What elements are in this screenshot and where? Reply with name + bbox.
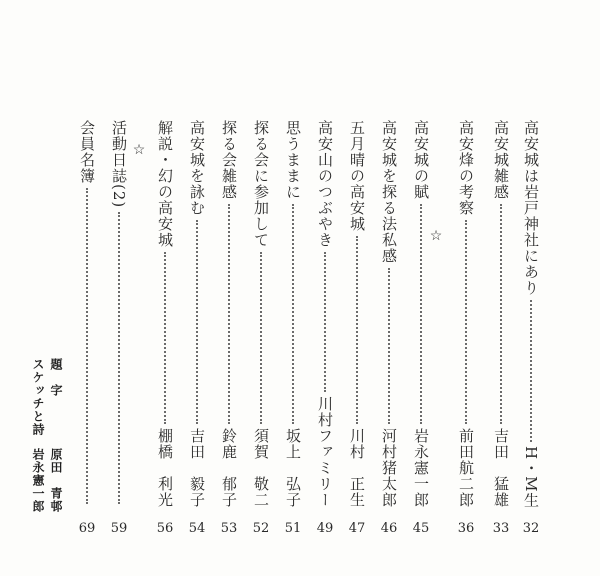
toc-author: 吉田 猛雄: [492, 428, 510, 508]
toc-title: 高安城雑感: [492, 120, 510, 200]
toc-entry: [154, 120, 176, 540]
toc-title: 高安城の賦: [412, 120, 430, 200]
toc-title: 高安烽の考察: [457, 120, 475, 216]
credit-sketch-name: 岩永憲一郎: [31, 448, 45, 513]
toc-author: 河村猪太郎: [380, 428, 398, 508]
toc-page-number: 45: [412, 521, 430, 536]
toc-title: 高安城を探る法私感: [380, 120, 398, 264]
toc-page-number: 36: [457, 521, 475, 536]
toc-author: 棚橋 利光: [156, 428, 174, 508]
leader-dots: [86, 188, 88, 504]
leader-dots: [420, 204, 422, 424]
toc-title: 高安城は岩戸神社にあり: [522, 120, 540, 296]
toc-title: 探る会雑感: [220, 120, 238, 200]
toc-page-number: 33: [492, 521, 510, 536]
toc-author: 川村 正生: [348, 428, 366, 508]
toc-author: 坂上 弘子: [284, 428, 302, 508]
toc-page-number: 49: [316, 521, 334, 536]
toc-title: 探る会に参加して: [252, 120, 270, 248]
toc-page-number: 47: [348, 521, 366, 536]
toc-title: 五月晴の高安城: [348, 120, 366, 232]
star-marker: ☆: [429, 228, 443, 244]
toc-title: 高安山のつぶやき: [316, 120, 334, 248]
toc-entry: [490, 120, 512, 540]
toc-page-number: 46: [380, 521, 398, 536]
toc-entry: [410, 120, 432, 540]
toc-title: 活動日誌(2): [110, 120, 128, 209]
toc-title: 解説・幻の高安城: [156, 120, 174, 248]
credit-title-name: 原田 青邨: [49, 448, 63, 513]
leader-dots: [292, 204, 294, 424]
toc-entry: [455, 120, 477, 540]
toc-author: 須賀 敬二: [252, 428, 270, 508]
toc-page-number: 32: [522, 521, 540, 536]
star-marker: ☆: [132, 142, 146, 158]
leader-dots: [465, 220, 467, 424]
toc-entry: [282, 120, 304, 540]
leader-dots: [118, 212, 120, 504]
toc-entry: [186, 120, 208, 540]
toc-author: 川村ファミリー: [316, 396, 334, 508]
toc-page-number: 56: [156, 521, 174, 536]
toc-page-number: 69: [78, 521, 96, 536]
toc-entry: [346, 120, 368, 540]
leader-dots: [500, 204, 502, 424]
toc-entry: [76, 120, 98, 540]
leader-dots: [228, 204, 230, 424]
toc-author: H・M生: [522, 445, 540, 508]
toc-page-number: 53: [220, 521, 238, 536]
toc-page-number: 52: [252, 521, 270, 536]
toc-page-number: 59: [110, 521, 128, 536]
toc-entry: [314, 120, 336, 540]
leader-dots: [324, 252, 326, 392]
leader-dots: [356, 236, 358, 424]
leader-dots: [530, 300, 532, 442]
toc-author: 前田航二郎: [457, 428, 475, 508]
toc-page-number: 51: [284, 521, 302, 536]
toc-title: 会員名簿: [78, 120, 96, 184]
toc-author: 岩永憲一郎: [412, 428, 430, 508]
credit-sketch-label: スケッチと詩: [31, 358, 45, 436]
toc-title: 思うままに: [284, 120, 302, 200]
toc-entry: [108, 120, 130, 540]
leader-dots: [196, 220, 198, 424]
toc-entry: [378, 120, 400, 540]
leader-dots: [260, 252, 262, 424]
toc-entry: [250, 120, 272, 540]
toc-title: 高安城を詠む: [188, 120, 206, 216]
toc-author: 吉田 毅子: [188, 428, 206, 508]
leader-dots: [164, 252, 166, 424]
toc-page-number: 54: [188, 521, 206, 536]
leader-dots: [388, 268, 390, 424]
toc-entry: [520, 120, 542, 540]
toc-author: 鈴鹿 郁子: [220, 428, 238, 508]
toc-entry: [218, 120, 240, 540]
credit-title-label: 題 字: [49, 358, 63, 397]
